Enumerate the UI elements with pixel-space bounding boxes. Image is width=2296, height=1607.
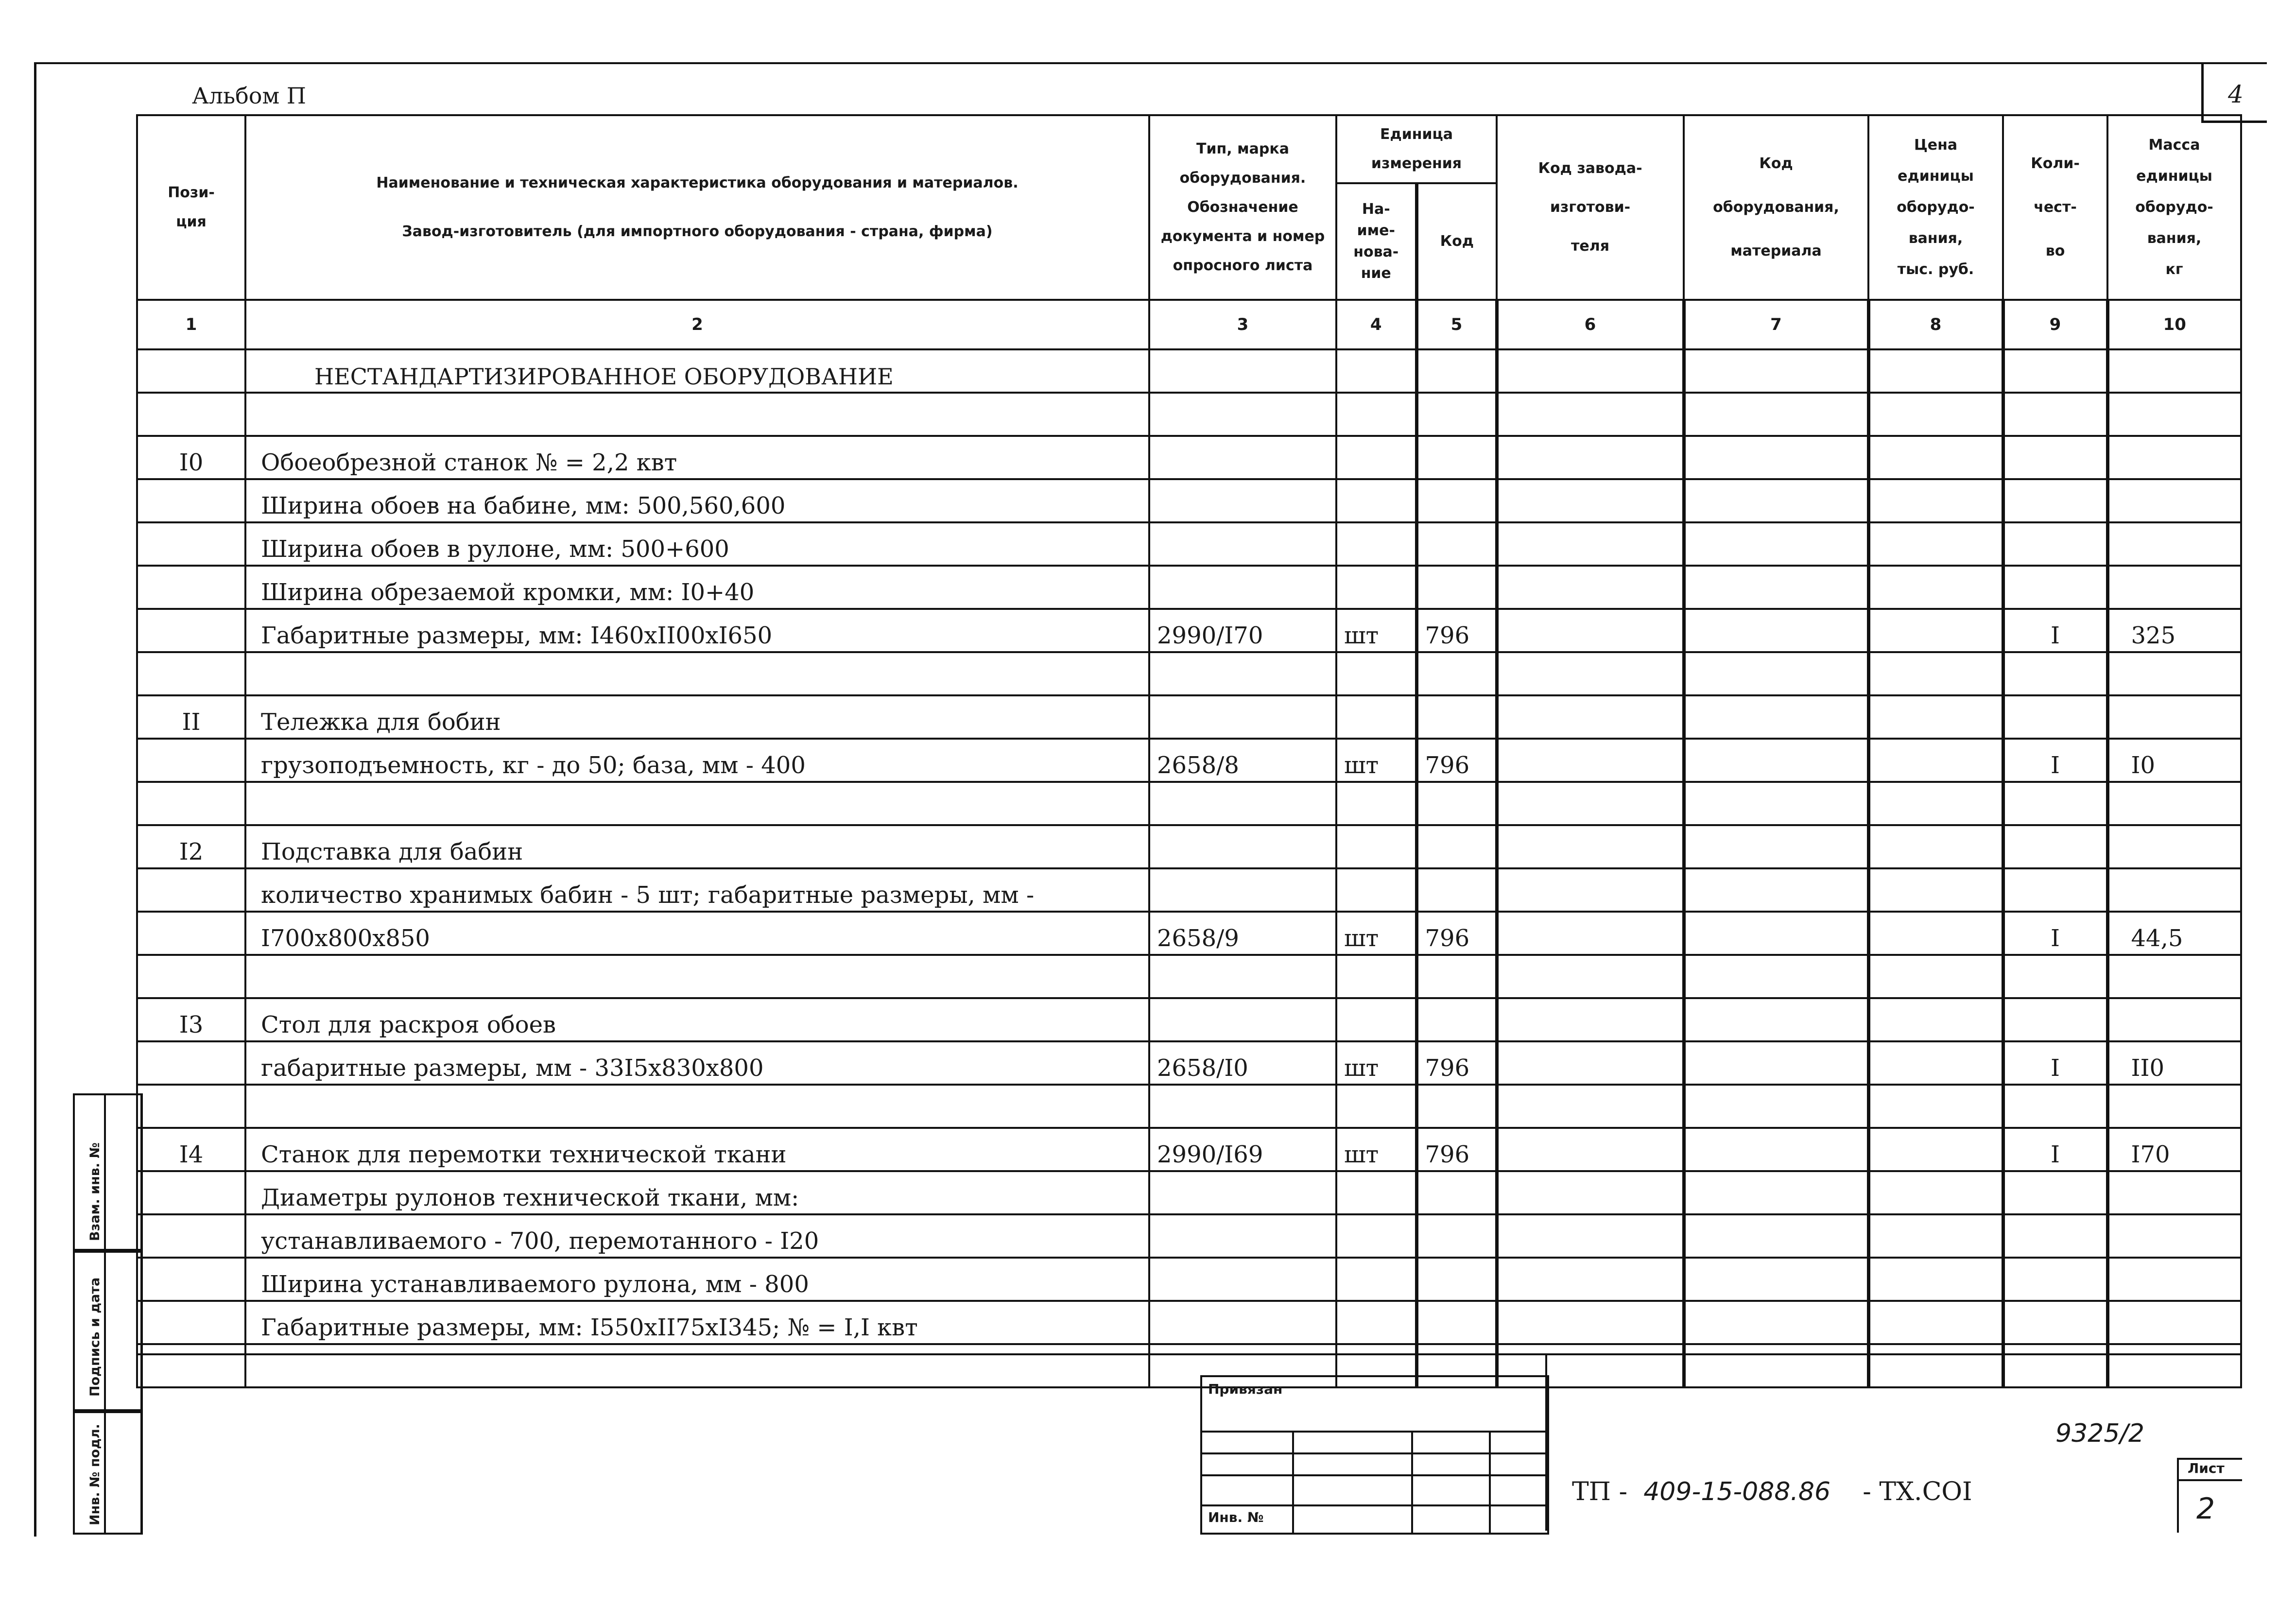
mass-cell <box>2107 566 2241 609</box>
position-cell <box>137 1041 245 1085</box>
mass-cell <box>2107 998 2241 1041</box>
price-cell <box>1868 1214 2003 1258</box>
mass-cell <box>2107 1085 2241 1128</box>
column-number: 9 <box>2003 300 2107 349</box>
mass-cell <box>2107 695 2241 739</box>
col-header-mass: Масса единицы оборудо- вания, кг <box>2107 115 2241 300</box>
type-cell <box>1149 782 1336 825</box>
quantity-cell <box>2003 695 2107 739</box>
table-row <box>137 1041 2241 1085</box>
unit-name-cell <box>1336 522 1416 566</box>
table-row <box>137 609 2241 652</box>
side-stamp-vzam <box>73 1093 143 1253</box>
col-header-name: Наименование и техническая характеристика оборудования и материалов. Завод-изготовитель (для импортного оборудования - страна, фирма) <box>245 115 1149 300</box>
type-cell: 2658/9 <box>1149 912 1336 955</box>
unit-name-cell <box>1336 1258 1416 1301</box>
mass-cell <box>2107 393 2241 436</box>
plant-code-cell <box>1497 522 1684 566</box>
unit-code-cell: 796 <box>1416 739 1497 782</box>
col-header-unit-code: Код <box>1416 183 1497 300</box>
equipment-code-cell <box>1684 1085 1868 1128</box>
side-stamp-inventory <box>73 1409 143 1535</box>
plant-code-cell <box>1497 868 1684 912</box>
quantity-cell <box>2003 522 2107 566</box>
price-cell <box>1868 1301 2003 1344</box>
col-header-unit-name: На- име- нова- ние <box>1336 183 1416 300</box>
quantity-cell <box>2003 1214 2107 1258</box>
equipment-code-cell <box>1684 1214 1868 1258</box>
unit-code-cell <box>1416 955 1497 998</box>
type-cell <box>1149 1301 1336 1344</box>
unit-name-cell: шт <box>1336 609 1416 652</box>
description-cell: устанавливаемого - 700, перемотанного - I20 <box>245 1214 1149 1258</box>
unit-name-cell <box>1336 955 1416 998</box>
position-cell <box>137 1214 245 1258</box>
quantity-cell <box>2003 868 2107 912</box>
mass-cell <box>2107 1214 2241 1258</box>
table-row <box>137 912 2241 955</box>
equipment-code-cell <box>1684 825 1868 868</box>
unit-code-cell <box>1416 998 1497 1041</box>
unit-code-cell <box>1416 825 1497 868</box>
type-cell <box>1149 868 1336 912</box>
price-cell <box>1868 566 2003 609</box>
price-cell <box>1868 912 2003 955</box>
table-row <box>137 868 2241 912</box>
type-cell: 2658/8 <box>1149 739 1336 782</box>
equipment-code-cell <box>1684 868 1868 912</box>
unit-code-cell <box>1416 782 1497 825</box>
price-cell <box>1868 1171 2003 1214</box>
position-cell <box>137 393 245 436</box>
quantity-cell <box>2003 393 2107 436</box>
unit-name-cell <box>1336 566 1416 609</box>
position-cell <box>137 479 245 522</box>
equipment-code-cell <box>1684 652 1868 695</box>
plant-code-cell <box>1497 1085 1684 1128</box>
description-cell: Обоеобрезной станок № = 2,2 квт <box>245 436 1149 479</box>
description-cell: I700x800x850 <box>245 912 1149 955</box>
table-row <box>137 1128 2241 1171</box>
equipment-code-cell <box>1684 479 1868 522</box>
mass-cell: 44,5 <box>2107 912 2241 955</box>
description-cell <box>245 393 1149 436</box>
equipment-code-cell <box>1684 1128 1868 1171</box>
equipment-code-cell <box>1684 609 1868 652</box>
type-cell <box>1149 479 1336 522</box>
position-cell <box>137 566 245 609</box>
equipment-code-cell <box>1684 1301 1868 1344</box>
mass-cell <box>2107 479 2241 522</box>
plant-code-cell <box>1497 566 1684 609</box>
equipment-code-cell <box>1684 1171 1868 1214</box>
quantity-cell <box>2003 1301 2107 1344</box>
unit-name-cell <box>1336 782 1416 825</box>
mass-cell <box>2107 1258 2241 1301</box>
type-cell <box>1149 695 1336 739</box>
mass-cell: I70 <box>2107 1128 2241 1171</box>
unit-code-cell <box>1416 1214 1497 1258</box>
unit-name-cell <box>1336 998 1416 1041</box>
table-row <box>137 436 2241 479</box>
col-header-plant-code: Код завода- изготови- теля <box>1497 115 1684 300</box>
quantity-cell: I <box>2003 912 2107 955</box>
doc-code: 409-15-088.86 <box>1643 1477 1831 1506</box>
table-row <box>137 479 2241 522</box>
price-cell <box>1868 1085 2003 1128</box>
unit-name-cell <box>1336 652 1416 695</box>
mass-cell <box>2107 1301 2241 1344</box>
unit-name-cell <box>1336 1171 1416 1214</box>
equipment-code-cell <box>1684 393 1868 436</box>
position-cell <box>137 912 245 955</box>
price-cell <box>1868 955 2003 998</box>
quantity-cell <box>2003 955 2107 998</box>
description-cell: габаритные размеры, мм - 33I5x830x800 <box>245 1041 1149 1085</box>
unit-code-cell <box>1416 393 1497 436</box>
table-row <box>137 566 2241 609</box>
mass-cell <box>2107 955 2241 998</box>
side-label-inventory: Инв. № подл. <box>87 1424 103 1525</box>
inventory-number: 9325/2 <box>2055 1419 2144 1448</box>
col-header-price: Цена единицы оборудо- вания, тыс. руб. <box>1868 115 2003 300</box>
column-number: 6 <box>1497 300 1684 349</box>
table-row <box>137 695 2241 739</box>
column-number: 10 <box>2107 300 2241 349</box>
unit-name-cell <box>1336 868 1416 912</box>
position-cell <box>137 652 245 695</box>
mass-cell <box>2107 825 2241 868</box>
table-row <box>137 739 2241 782</box>
quantity-cell <box>2003 1258 2107 1301</box>
col-header-type: Тип, марка оборудования. Обозначение документа и номер опросного листа <box>1149 115 1336 300</box>
table-row <box>137 825 2241 868</box>
position-cell <box>137 1258 245 1301</box>
table-row <box>137 1214 2241 1258</box>
type-cell <box>1149 1258 1336 1301</box>
description-cell: Ширина обрезаемой кромки, мм: I0+40 <box>245 566 1149 609</box>
plant-code-cell <box>1497 695 1684 739</box>
binding-stamp <box>1200 1375 1549 1535</box>
equipment-code-cell <box>1684 739 1868 782</box>
unit-name-cell <box>1336 436 1416 479</box>
plant-code-cell <box>1497 1214 1684 1258</box>
description-cell: Ширина устанавливаемого рулона, мм - 800 <box>245 1258 1149 1301</box>
plant-code-cell <box>1497 436 1684 479</box>
price-cell <box>1868 1041 2003 1085</box>
description-cell: Ширина обоев на бабине, мм: 500,560,600 <box>245 479 1149 522</box>
unit-code-cell <box>1416 436 1497 479</box>
type-cell <box>1149 998 1336 1041</box>
mass-cell: I0 <box>2107 739 2241 782</box>
stamp-inv-number: Инв. № <box>1208 1509 1264 1525</box>
table-row <box>137 998 2241 1041</box>
position-cell: II <box>137 695 245 739</box>
type-cell <box>1149 436 1336 479</box>
position-cell <box>137 739 245 782</box>
unit-code-cell: 796 <box>1416 609 1497 652</box>
position-cell: I0 <box>137 436 245 479</box>
description-cell: Диаметры рулонов технической ткани, мм: <box>245 1171 1149 1214</box>
column-number: 3 <box>1149 300 1336 349</box>
unit-code-cell: 796 <box>1416 1128 1497 1171</box>
table-row <box>137 955 2241 998</box>
quantity-cell: I <box>2003 609 2107 652</box>
position-cell: I4 <box>137 1128 245 1171</box>
position-cell: I2 <box>137 825 245 868</box>
plant-code-cell <box>1497 955 1684 998</box>
column-number: 1 <box>137 300 245 349</box>
description-cell: Габаритные размеры, мм: I460xII00xI650 <box>245 609 1149 652</box>
price-cell <box>1868 1258 2003 1301</box>
equipment-code-cell <box>1684 998 1868 1041</box>
equipment-code-cell <box>1684 955 1868 998</box>
position-cell <box>137 1085 245 1128</box>
plant-code-cell <box>1497 998 1684 1041</box>
col-header-equipment-code: Код оборудования, материала <box>1684 115 1868 300</box>
mass-cell <box>2107 436 2241 479</box>
unit-name-cell <box>1336 1214 1416 1258</box>
mass-cell <box>2107 522 2241 566</box>
unit-code-cell <box>1416 652 1497 695</box>
section-title: НЕСТАНДАРТИЗИРОВАННОЕ ОБОРУДОВАНИЕ <box>245 349 1149 393</box>
position-cell <box>137 955 245 998</box>
table-row <box>137 1301 2241 1344</box>
price-cell <box>1868 998 2003 1041</box>
stamp-privyazan: Привязан <box>1208 1381 1283 1397</box>
table-row <box>137 393 2241 436</box>
sheet-number: 4 <box>2228 80 2244 108</box>
quantity-cell <box>2003 652 2107 695</box>
plant-code-cell <box>1497 1128 1684 1171</box>
unit-code-cell <box>1416 1171 1497 1214</box>
description-cell: Стол для раскроя обоев <box>245 998 1149 1041</box>
type-cell <box>1149 393 1336 436</box>
description-cell: количество хранимых бабин - 5 шт; габаритные размеры, мм - <box>245 868 1149 912</box>
specification-table <box>136 114 2242 1388</box>
price-cell <box>1868 825 2003 868</box>
type-cell <box>1149 1214 1336 1258</box>
equipment-code-cell <box>1684 1258 1868 1301</box>
description-cell: грузоподъемность, кг - до 50; база, мм - 400 <box>245 739 1149 782</box>
quantity-cell <box>2003 782 2107 825</box>
type-cell <box>1149 1171 1336 1214</box>
quantity-cell <box>2003 436 2107 479</box>
doc-prefix: ТП - <box>1572 1477 1628 1506</box>
plant-code-cell <box>1497 479 1684 522</box>
price-cell <box>1868 739 2003 782</box>
album-label: Альбом П <box>192 83 307 109</box>
description-cell: Подставка для бабин <box>245 825 1149 868</box>
plant-code-cell <box>1497 825 1684 868</box>
price-cell <box>1868 782 2003 825</box>
plant-code-cell <box>1497 652 1684 695</box>
plant-code-cell <box>1497 782 1684 825</box>
equipment-code-cell <box>1684 566 1868 609</box>
type-cell <box>1149 955 1336 998</box>
unit-code-cell: 796 <box>1416 1041 1497 1085</box>
type-cell: 2990/I69 <box>1149 1128 1336 1171</box>
table-row <box>137 1171 2241 1214</box>
type-cell: 2990/I70 <box>1149 609 1336 652</box>
quantity-cell <box>2003 1085 2107 1128</box>
table-row <box>137 522 2241 566</box>
plant-code-cell <box>1497 1171 1684 1214</box>
description-cell: Станок для перемотки технической ткани <box>245 1128 1149 1171</box>
equipment-code-cell <box>1684 695 1868 739</box>
description-cell <box>245 1344 1149 1387</box>
side-label-signature: Подпись и дата <box>87 1277 103 1397</box>
mass-cell <box>2107 1171 2241 1214</box>
unit-name-cell: шт <box>1336 1128 1416 1171</box>
mass-cell: II0 <box>2107 1041 2241 1085</box>
position-cell <box>137 1171 245 1214</box>
quantity-cell <box>2003 479 2107 522</box>
equipment-code-cell <box>1684 522 1868 566</box>
price-cell <box>1868 393 2003 436</box>
table-row <box>137 1258 2241 1301</box>
quantity-cell: I <box>2003 1128 2107 1171</box>
sheet-number-bottom: 2 <box>2196 1492 2215 1526</box>
position-cell <box>137 782 245 825</box>
position-cell <box>137 522 245 566</box>
unit-name-cell <box>1336 1301 1416 1344</box>
unit-code-cell <box>1416 868 1497 912</box>
description-cell <box>245 1085 1149 1128</box>
unit-code-cell <box>1416 1258 1497 1301</box>
quantity-cell: I <box>2003 1041 2107 1085</box>
side-label-vzam: Взам. инв. № <box>87 1142 103 1241</box>
plant-code-cell <box>1497 912 1684 955</box>
sheet-label: Лист <box>2188 1460 2225 1476</box>
position-cell <box>137 868 245 912</box>
unit-code-cell: 796 <box>1416 912 1497 955</box>
description-cell <box>245 782 1149 825</box>
quantity-cell <box>2003 825 2107 868</box>
unit-code-cell <box>1416 522 1497 566</box>
unit-name-cell <box>1336 393 1416 436</box>
mass-cell <box>2107 868 2241 912</box>
quantity-cell <box>2003 1171 2107 1214</box>
description-cell <box>245 652 1149 695</box>
unit-name-cell <box>1336 825 1416 868</box>
quantity-cell <box>2003 566 2107 609</box>
unit-name-cell <box>1336 695 1416 739</box>
column-number: 5 <box>1416 300 1497 349</box>
price-cell <box>1868 652 2003 695</box>
type-cell <box>1149 652 1336 695</box>
unit-name-cell: шт <box>1336 1041 1416 1085</box>
position-cell <box>137 1301 245 1344</box>
unit-name-cell <box>1336 479 1416 522</box>
plant-code-cell <box>1497 609 1684 652</box>
unit-code-cell <box>1416 566 1497 609</box>
section-title-row <box>137 349 2241 393</box>
equipment-code-cell <box>1684 436 1868 479</box>
col-header-quantity: Коли- чест- во <box>2003 115 2107 300</box>
plant-code-cell <box>1497 1258 1684 1301</box>
type-cell: 2658/I0 <box>1149 1041 1336 1085</box>
quantity-cell <box>2003 998 2107 1041</box>
price-cell <box>1868 479 2003 522</box>
price-cell <box>1868 522 2003 566</box>
mass-cell <box>2107 782 2241 825</box>
description-cell: Тележка для бобин <box>245 695 1149 739</box>
col-header-position: Пози- ция <box>137 115 245 300</box>
col-header-unit: Единица измерения <box>1336 115 1497 183</box>
description-cell: Габаритные размеры, мм: I550xII75xI345; № = I,I квт <box>245 1301 1149 1344</box>
column-number: 8 <box>1868 300 2003 349</box>
unit-code-cell <box>1416 479 1497 522</box>
plant-code-cell <box>1497 739 1684 782</box>
table-row <box>137 652 2241 695</box>
plant-code-cell <box>1497 1301 1684 1344</box>
column-numbers-row <box>137 300 2241 349</box>
unit-name-cell <box>1336 1085 1416 1128</box>
position-cell <box>137 609 245 652</box>
type-cell <box>1149 566 1336 609</box>
mass-cell: 325 <box>2107 609 2241 652</box>
table-row <box>137 782 2241 825</box>
unit-name-cell: шт <box>1336 739 1416 782</box>
price-cell <box>1868 695 2003 739</box>
price-cell <box>1868 436 2003 479</box>
plant-code-cell <box>1497 393 1684 436</box>
unit-code-cell <box>1416 1301 1497 1344</box>
doc-suffix: - ТХ.СОI <box>1863 1477 1972 1506</box>
document-designation <box>1572 1477 1972 1506</box>
mass-cell <box>2107 652 2241 695</box>
quantity-cell: I <box>2003 739 2107 782</box>
column-number: 4 <box>1336 300 1416 349</box>
plant-code-cell <box>1497 1041 1684 1085</box>
unit-code-cell <box>1416 1085 1497 1128</box>
position-cell <box>137 1344 245 1387</box>
price-cell <box>1868 609 2003 652</box>
column-number: 7 <box>1684 300 1868 349</box>
equipment-code-cell <box>1684 912 1868 955</box>
side-stamp-signature <box>73 1249 143 1413</box>
type-cell <box>1149 1085 1336 1128</box>
position-cell: I3 <box>137 998 245 1041</box>
description-cell <box>245 955 1149 998</box>
price-cell <box>1868 1128 2003 1171</box>
column-number: 2 <box>245 300 1149 349</box>
type-cell <box>1149 825 1336 868</box>
equipment-code-cell <box>1684 782 1868 825</box>
equipment-code-cell <box>1684 1041 1868 1085</box>
unit-code-cell <box>1416 695 1497 739</box>
type-cell <box>1149 522 1336 566</box>
description-cell: Ширина обоев в рулоне, мм: 500+600 <box>245 522 1149 566</box>
price-cell <box>1868 868 2003 912</box>
table-row <box>137 1085 2241 1128</box>
unit-name-cell: шт <box>1336 912 1416 955</box>
